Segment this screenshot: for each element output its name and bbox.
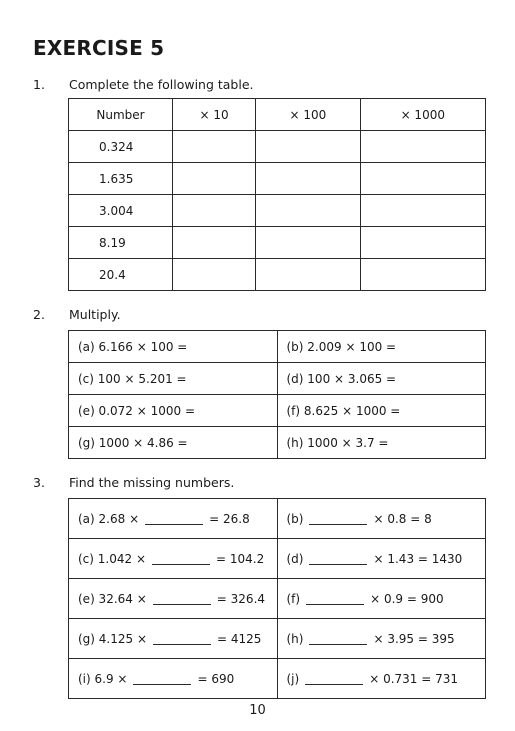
row-number: 0.324 <box>69 131 173 163</box>
answer-cell[interactable] <box>256 259 360 291</box>
question-1-number: 1. <box>33 77 45 92</box>
answer-blank[interactable] <box>145 523 203 525</box>
question-3-number: 3. <box>33 475 45 490</box>
answer-cell[interactable] <box>360 227 485 259</box>
answer-blank[interactable] <box>153 603 211 605</box>
table-row <box>69 499 486 539</box>
multiply-item-c: (c) 100 × 5.201 = <box>69 363 278 395</box>
table-row <box>69 427 486 459</box>
table-row <box>69 331 486 363</box>
exercise-title: EXERCISE 5 <box>33 36 165 60</box>
table-header-row <box>69 99 486 131</box>
multiply-table <box>68 330 486 459</box>
missing-item-g: (g) 4.125 × = 4125 <box>69 619 278 659</box>
multiply-item-d: (d) 100 × 3.065 = <box>277 363 486 395</box>
table-row <box>69 539 486 579</box>
table-row <box>69 163 486 195</box>
answer-blank[interactable] <box>133 683 191 685</box>
row-number: 3.004 <box>69 195 173 227</box>
missing-item-f: (f) × 0.9 = 900 <box>277 579 486 619</box>
answer-blank[interactable] <box>309 563 367 565</box>
answer-cell[interactable] <box>256 227 360 259</box>
missing-item-i: (i) 6.9 × = 690 <box>69 659 278 699</box>
question-2-text: Multiply. <box>69 307 121 322</box>
missing-item-h: (h) × 3.95 = 395 <box>277 619 486 659</box>
answer-cell[interactable] <box>173 131 256 163</box>
table-row <box>69 363 486 395</box>
question-1-text: Complete the following table. <box>69 77 254 92</box>
answer-blank[interactable] <box>306 603 364 605</box>
question-3-text: Find the missing numbers. <box>69 475 235 490</box>
answer-cell[interactable] <box>360 259 485 291</box>
answer-cell[interactable] <box>360 131 485 163</box>
multiply-item-g: (g) 1000 × 4.86 = <box>69 427 278 459</box>
answer-cell[interactable] <box>360 163 485 195</box>
table-row <box>69 395 486 427</box>
table-row <box>69 195 486 227</box>
header-times-100: × 100 <box>256 99 360 131</box>
answer-cell[interactable] <box>173 195 256 227</box>
missing-item-a: (a) 2.68 × = 26.8 <box>69 499 278 539</box>
answer-cell[interactable] <box>256 195 360 227</box>
answer-cell[interactable] <box>256 131 360 163</box>
question-2-number: 2. <box>33 307 45 322</box>
table-row <box>69 131 486 163</box>
answer-cell[interactable] <box>173 163 256 195</box>
multiplication-table <box>68 98 486 291</box>
row-number: 8.19 <box>69 227 173 259</box>
missing-numbers-table <box>68 498 486 699</box>
multiply-item-h: (h) 1000 × 3.7 = <box>277 427 486 459</box>
page-number: 10 <box>249 703 266 718</box>
header-times-10: × 10 <box>173 99 256 131</box>
multiply-item-f: (f) 8.625 × 1000 = <box>277 395 486 427</box>
answer-cell[interactable] <box>360 195 485 227</box>
answer-blank[interactable] <box>309 643 367 645</box>
missing-item-e: (e) 32.64 × = 326.4 <box>69 579 278 619</box>
header-number: Number <box>69 99 173 131</box>
answer-blank[interactable] <box>152 563 210 565</box>
answer-blank[interactable] <box>309 523 367 525</box>
missing-item-j: (j) × 0.731 = 731 <box>277 659 486 699</box>
answer-blank[interactable] <box>305 683 363 685</box>
table-row <box>69 619 486 659</box>
table-row <box>69 659 486 699</box>
answer-blank[interactable] <box>153 643 211 645</box>
row-number: 1.635 <box>69 163 173 195</box>
answer-cell[interactable] <box>256 163 360 195</box>
missing-item-d: (d) × 1.43 = 1430 <box>277 539 486 579</box>
row-number: 20.4 <box>69 259 173 291</box>
multiply-item-e: (e) 0.072 × 1000 = <box>69 395 278 427</box>
answer-cell[interactable] <box>173 227 256 259</box>
header-times-1000: × 1000 <box>360 99 485 131</box>
answer-cell[interactable] <box>173 259 256 291</box>
missing-item-b: (b) × 0.8 = 8 <box>277 499 486 539</box>
table-row <box>69 259 486 291</box>
table-row <box>69 579 486 619</box>
missing-item-c: (c) 1.042 × = 104.2 <box>69 539 278 579</box>
multiply-item-b: (b) 2.009 × 100 = <box>277 331 486 363</box>
multiply-item-a: (a) 6.166 × 100 = <box>69 331 278 363</box>
table-row <box>69 227 486 259</box>
